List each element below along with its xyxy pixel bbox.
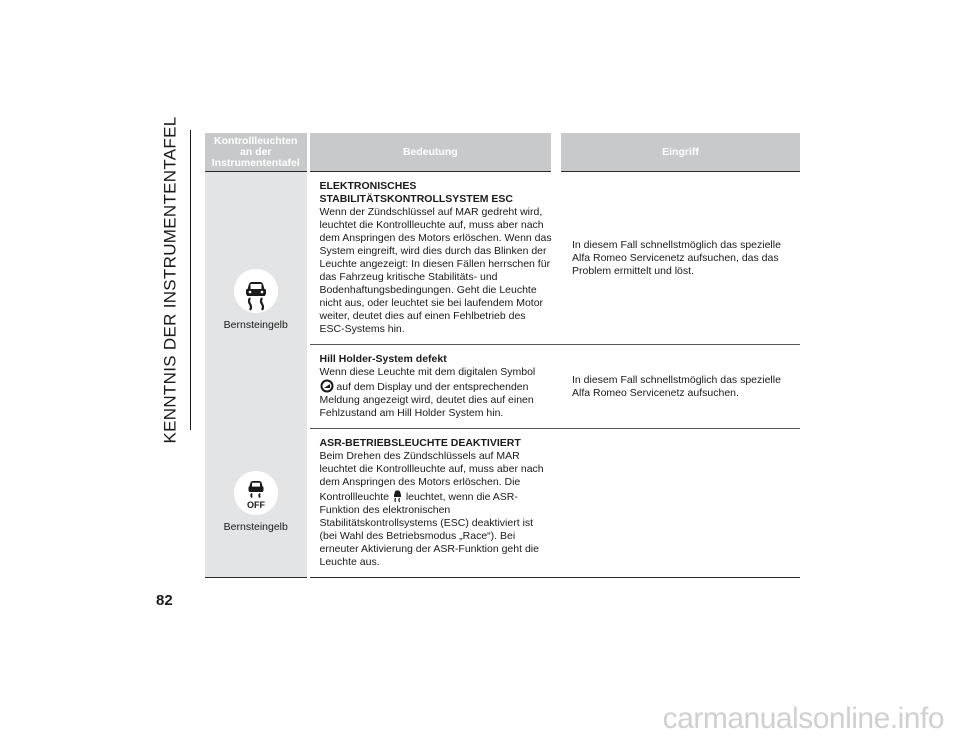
asr-off-icon: [234, 471, 278, 515]
hill-holder-action: In diesem Fall schnellstmöglich das spezielle Alfa Romeo Servicenetz aufsuchen.: [556, 345, 800, 429]
hill-holder-icon: [320, 379, 334, 393]
asr-description: [308, 429, 556, 578]
asr-text-before: Beim Drehen des Zündschlüssels auf MAR leuchtet die Kontrollleuchte auf, muss aber nach dem Anspringen des Motors erlöschen. Die Kontrollleuchte: [319, 450, 544, 503]
esc-description: [308, 172, 556, 345]
lamp-cell-esc: [205, 172, 308, 429]
asr-title: ASR-BETRIEBSLEUCHTE DEAKTIVIERT: [319, 437, 521, 449]
table-row: [205, 172, 800, 345]
table-header-row: [205, 133, 800, 172]
chapter-title-text: KENNTNIS DER INSTRUMENTENTAFEL: [160, 116, 179, 444]
hill-holder-text-before: Wenn diese Leuchte mit dem digitalen Symbol: [319, 366, 536, 378]
header-action: Eingriff: [556, 133, 800, 172]
asr-off-icon-text: OFF: [246, 500, 265, 511]
chapter-title: [152, 116, 188, 444]
chapter-divider: [190, 130, 191, 430]
asr-text-after: leuchtet, wenn die ASR-Funktion des elektronischen Stabilitätskontrollsystems (ESC) deaktiviert ist (bei Wahl des Betriebsmodus „Race“). Bei erneuter Aktivierung der ASR-Funktion geht die Leuchte aus.: [319, 491, 539, 568]
esc-title: ELEKTRONISCHES STABILITÄTSKONTROLLSYSTEM ESC: [319, 180, 513, 205]
hill-holder-title: Hill Holder-System defekt: [319, 353, 447, 365]
table-row: [205, 429, 800, 578]
asr-skid-small-icon: [392, 489, 403, 503]
hill-holder-description: [308, 345, 556, 429]
lamp-color-label: Bernsteingelb: [223, 521, 288, 534]
lamp-color-label: Bernsteingelb: [223, 318, 288, 331]
page-number: 82: [156, 592, 173, 609]
esc-text: Wenn der Zündschlüssel auf MAR gedreht wird, leuchtet die Kontrollleuchte auf, muss aber nach dem Anspringen des Motors erlöschen. Wenn das System eingreift, wird dies durch das Blinken der Leuchte angezeigt: In diesen Fällen herrschen für das Fahrzeug kritische Stabilitäts- und Bodenhaftungsbedingungen. Geht die Leuchte nicht aus, oder leuchtet sie bei laufendem Motor weiter, deutet dies auf einen Fehlbetrieb des ESC-Systems hin.: [319, 206, 552, 335]
lamp-cell-asr: [205, 429, 308, 578]
header-meaning: Bedeutung: [308, 133, 556, 172]
watermark: carmanualsonline.info: [662, 702, 944, 735]
warning-lights-table: [205, 133, 800, 578]
hill-holder-text-after: auf dem Display und der entsprechenden Meldung angezeigt wird, deutet dies auf einen Fehlzustand am Hill Holder System hin.: [319, 381, 534, 419]
header-lamp: Kontrollleuchten an der Instrumententafel: [205, 133, 308, 172]
esc-skid-icon: [234, 269, 278, 313]
esc-action: In diesem Fall schnellstmöglich das spezielle Alfa Romeo Servicenetz aufsuchen, das das Problem ermittelt und löst.: [556, 172, 800, 345]
asr-action: [556, 429, 800, 578]
